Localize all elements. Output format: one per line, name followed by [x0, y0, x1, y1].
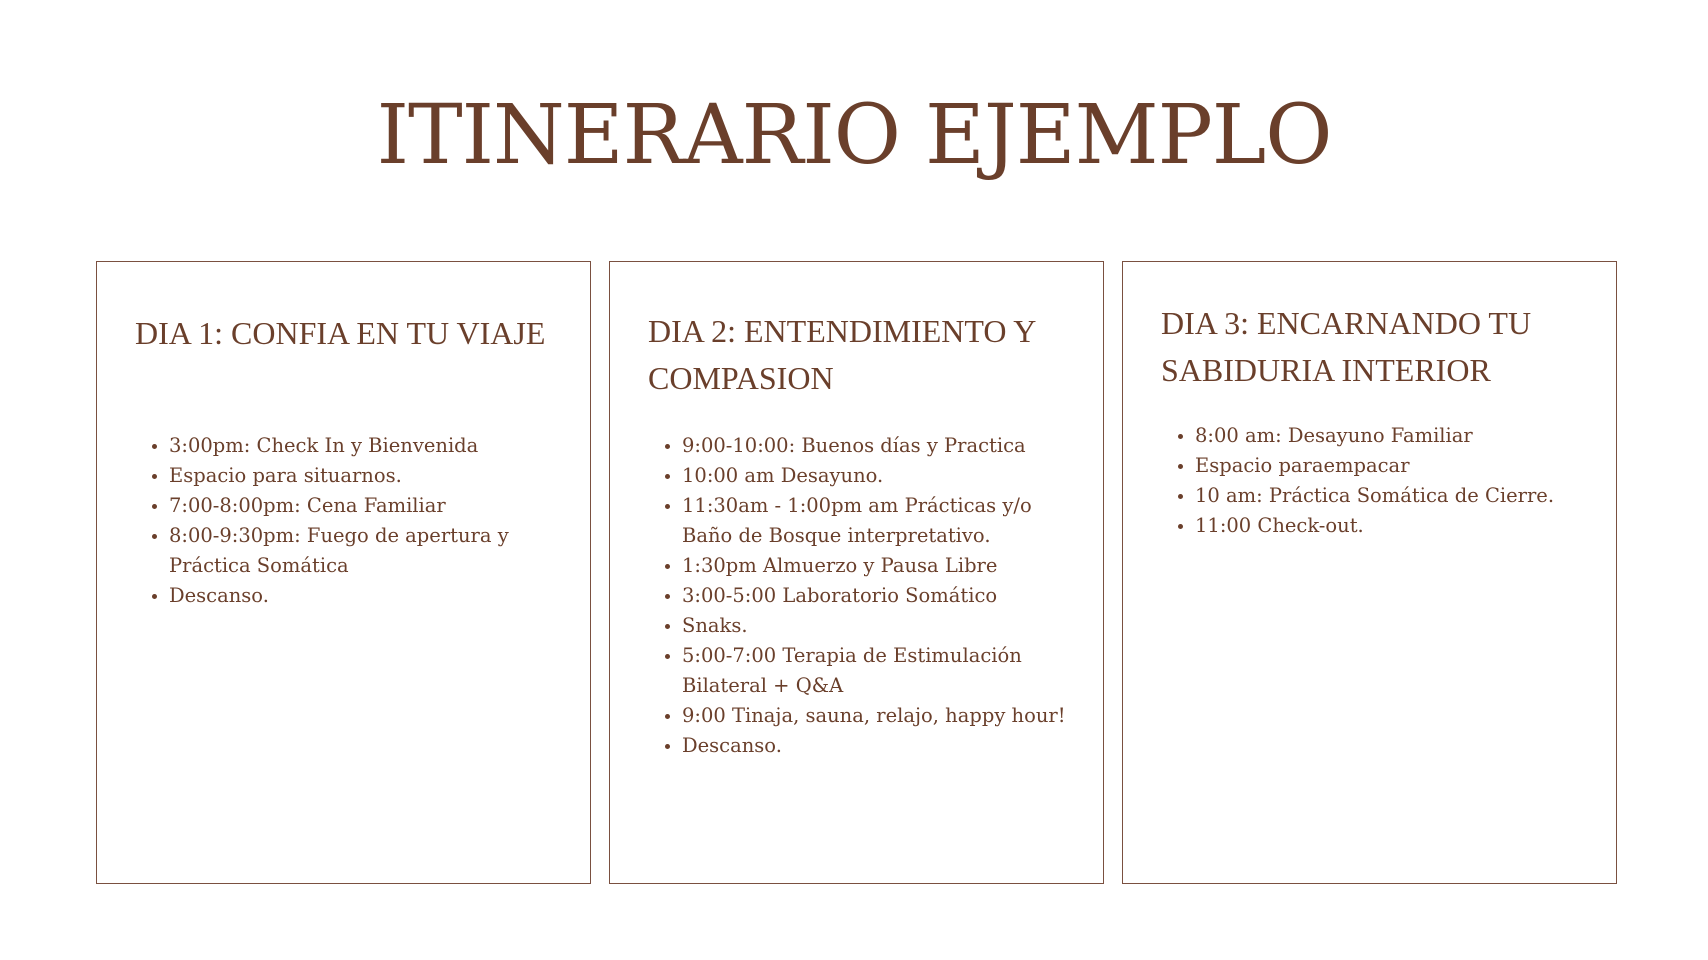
schedule-item: • 8:00 am: Desayuno Familiar [1195, 421, 1598, 451]
schedule-item: • 3:00pm: Check In y Bienvenida [169, 431, 572, 461]
schedule-item: • 7:00-8:00pm: Cena Familiar [169, 491, 572, 521]
schedule-item: • 9:00 Tinaja, sauna, relajo, happy hour! [682, 701, 1085, 731]
schedule-item: • Espacio para situarnos. [169, 461, 572, 491]
schedule-item: • 11:30am - 1:00pm am Prácticas y/o Baño de Bosque interpretativo. [682, 491, 1085, 551]
day-3-heading: DIA 3: ENCARNANDO TU SABIDURIA INTERIOR [1161, 305, 1532, 388]
schedule-item: • 10:00 am Desayuno. [682, 461, 1085, 491]
day-2-card [609, 261, 1104, 884]
schedule-item: • 10 am: Práctica Somática de Cierre. [1195, 481, 1598, 511]
day-2-schedule-list [648, 431, 1085, 761]
schedule-item: • 9:00-10:00: Buenos días y Practica [682, 431, 1085, 461]
schedule-item: • 3:00-5:00 Laboratorio Somático [682, 581, 1085, 611]
schedule-item: • 8:00-9:30pm: Fuego de apertura y Práctica Somática [169, 521, 572, 581]
schedule-item: • Descanso. [682, 731, 1085, 761]
schedule-item: • Snaks. [682, 611, 1085, 641]
day-1-heading: DIA 1: CONFIA EN TU VIAJE [135, 315, 546, 351]
schedule-item: • 11:00 Check-out. [1195, 511, 1598, 541]
day-1-card [96, 261, 591, 884]
schedule-item: • 1:30pm Almuerzo y Pausa Libre [682, 551, 1085, 581]
day-1-schedule-list [135, 431, 572, 611]
schedule-item: • 5:00-7:00 Terapia de Estimulación Bilateral + Q&A [682, 641, 1085, 701]
day-3-schedule-list [1161, 421, 1598, 541]
schedule-item: • Descanso. [169, 581, 572, 611]
page-title: ITINERARIO EJEMPLO [376, 88, 1332, 183]
day-3-card [1122, 261, 1617, 884]
day-2-heading: DIA 2: ENTENDIMIENTO Y COMPASION [648, 313, 1036, 396]
schedule-item: • Espacio paraempacar [1195, 451, 1598, 481]
